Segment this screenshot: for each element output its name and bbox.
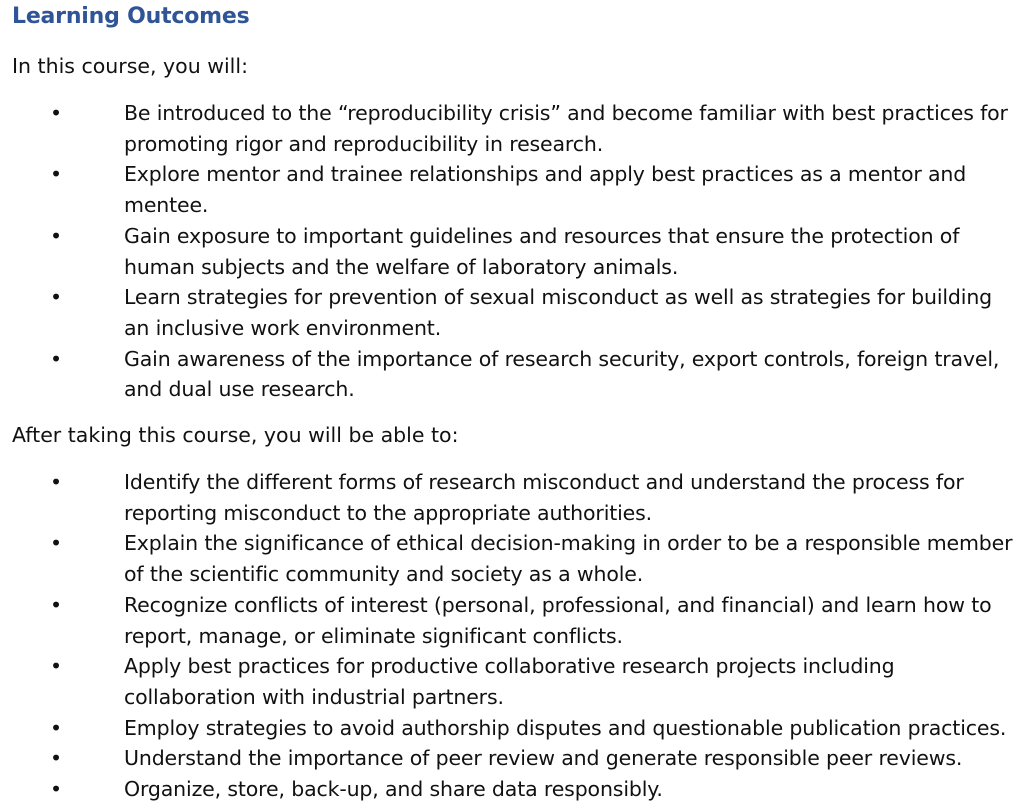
list-item-line: Explain the significance of ethical decision-making in order to be a responsible member	[124, 531, 1013, 556]
list-item	[0, 590, 1024, 651]
section-2-intro: After taking this course, you will be able to:	[12, 423, 459, 447]
bullet-icon: •	[50, 715, 63, 740]
bullet-icon: •	[50, 470, 63, 494]
list-item-line: collaboration with industrial partners.	[124, 684, 504, 709]
list-item-line: human subjects and the welfare of laboratory animals.	[124, 254, 679, 279]
list-item-line: Recognize conflicts of interest (personal, professional, and financial) and learn how to	[124, 592, 992, 617]
list-item-text	[124, 467, 1019, 528]
page-title: Learning Outcomes	[12, 4, 250, 29]
bullet-icon: •	[50, 531, 63, 556]
list-item-line: Apply best practices for productive collaborative research projects including	[124, 654, 895, 679]
list-item	[0, 282, 1024, 343]
list-item	[0, 344, 1024, 405]
bullet-icon: •	[50, 223, 63, 248]
list-item-text	[124, 713, 1019, 744]
list-item-line: Gain awareness of the importance of research security, export controls, foreign travel,	[124, 346, 1000, 371]
section-2-outcomes-list	[0, 467, 1024, 805]
list-item-line: Explore mentor and trainee relationships and apply best practices as a mentor and	[124, 162, 967, 187]
list-item-line: Learn strategies for prevention of sexual misconduct as well as strategies for building	[124, 285, 993, 310]
list-item-text	[124, 344, 1019, 405]
list-item-line: Understand the importance of peer review and generate responsible peer reviews.	[124, 746, 963, 771]
bullet-icon: •	[50, 746, 63, 771]
bullet-icon: •	[50, 101, 63, 125]
bullet-icon: •	[50, 346, 63, 371]
list-item-text	[124, 774, 1019, 805]
list-item-text	[124, 743, 1019, 774]
list-item	[0, 528, 1024, 589]
section-1-outcomes-list	[0, 98, 1024, 405]
list-item-line: Employ strategies to avoid authorship disputes and questionable publication practices.	[124, 715, 1007, 740]
list-item	[0, 467, 1024, 528]
list-item	[0, 221, 1024, 282]
list-item-line: Identify the different forms of research misconduct and understand the process for	[124, 470, 964, 494]
list-item-text	[124, 98, 1019, 159]
list-item-line: Be introduced to the “reproducibility crisis” and become familiar with best practices for	[124, 101, 1008, 125]
list-item-text	[124, 651, 1019, 712]
list-item-line: of the scientific community and society as a whole.	[124, 562, 644, 587]
list-item-line: Organize, store, back-up, and share data responsibly.	[124, 777, 663, 802]
list-item-text	[124, 221, 1019, 282]
list-item	[0, 774, 1024, 805]
bullet-icon: •	[50, 592, 63, 617]
bullet-icon: •	[50, 162, 63, 187]
section-1-intro: In this course, you will:	[12, 54, 248, 78]
list-item-line: and dual use research.	[124, 377, 355, 402]
list-item-line: mentee.	[124, 193, 209, 218]
list-item-line: report, manage, or eliminate significant conflicts.	[124, 623, 623, 648]
list-item	[0, 651, 1024, 712]
list-item	[0, 713, 1024, 744]
list-item	[0, 743, 1024, 774]
list-item-text	[124, 528, 1019, 589]
list-item-text	[124, 282, 1019, 343]
list-item-line: reporting misconduct to the appropriate authorities.	[124, 500, 653, 525]
list-item-line: Gain exposure to important guidelines and resources that ensure the protection of	[124, 223, 960, 248]
list-item-line: an inclusive work environment.	[124, 315, 442, 340]
list-item	[0, 159, 1024, 220]
list-item-line: promoting rigor and reproducibility in research.	[124, 131, 604, 156]
list-item	[0, 98, 1024, 159]
list-item-text	[124, 590, 1019, 651]
bullet-icon: •	[50, 654, 63, 679]
list-item-text	[124, 159, 1019, 220]
bullet-icon: •	[50, 777, 63, 802]
bullet-icon: •	[50, 285, 63, 310]
